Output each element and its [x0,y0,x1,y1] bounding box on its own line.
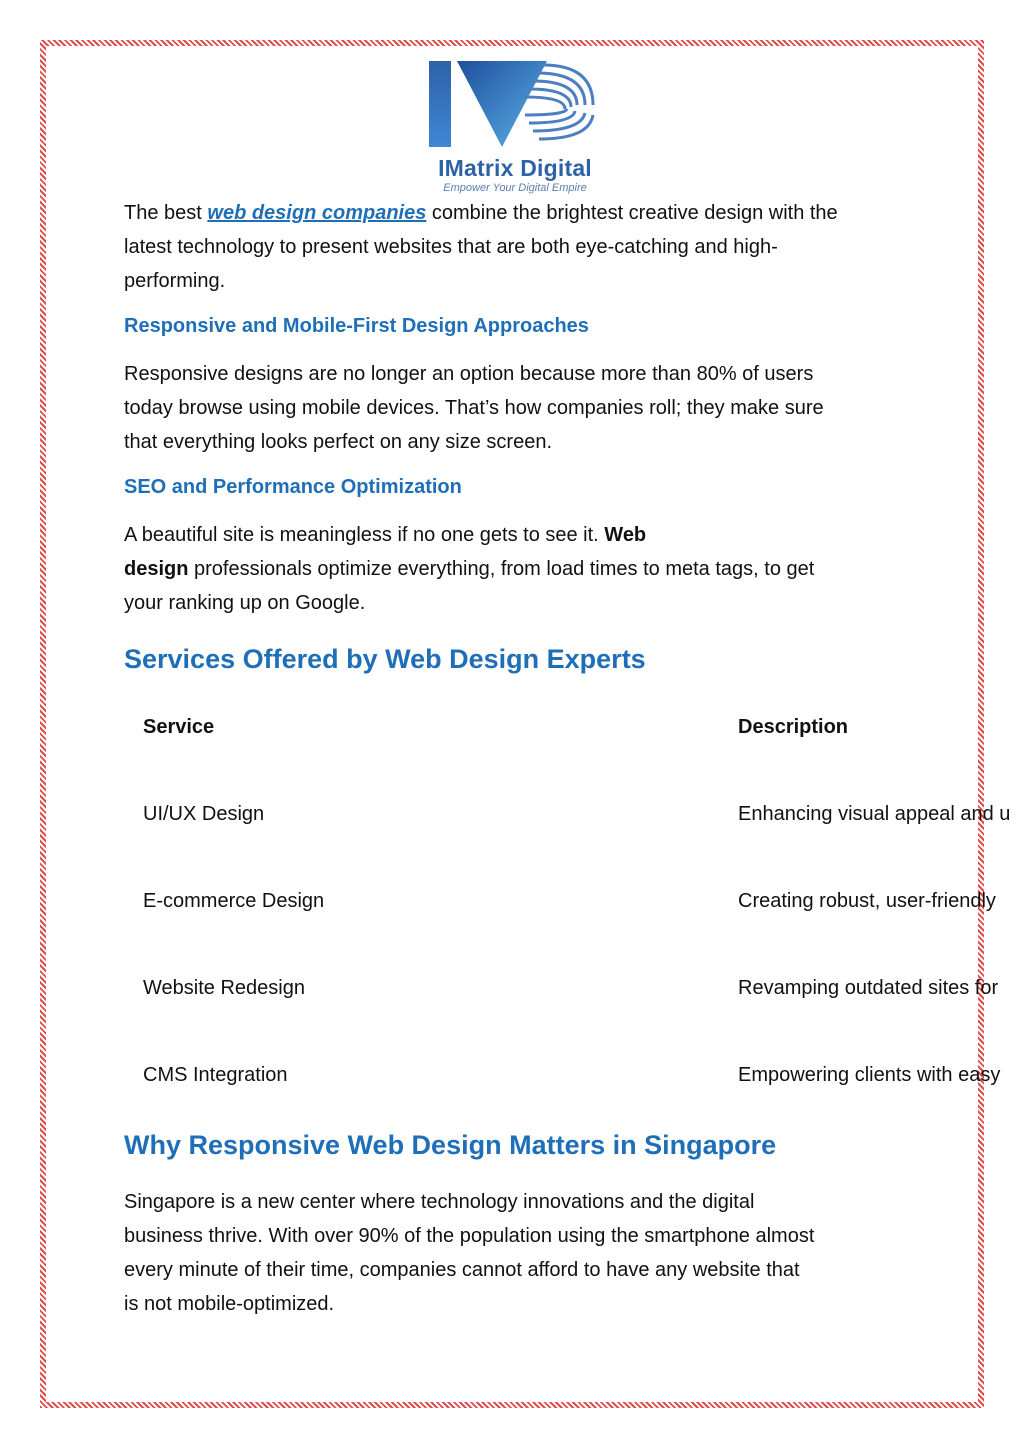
logo-tagline: Empower Your Digital Empire [443,182,587,194]
responsive-heading: Responsive and Mobile-First Design Approaches [124,315,589,337]
responsive-line3: that everything looks perfect on any size screen. [124,431,553,453]
intro-text-start: The best [124,202,208,224]
singapore-line1: Singapore is a new center where technology innovations and the digital [124,1191,755,1213]
main-content [124,196,904,675]
seo-heading: SEO and Performance Optimization [124,476,462,498]
logo-name: IMatrix Digital [438,155,592,181]
table-header-service: Service [143,716,215,738]
seo-line1: A beautiful site is meaningless if no one gets to see it. [124,524,605,546]
responsive-line1: Responsive designs are no longer an option because more than 80% of users [124,363,814,385]
description-cell: Empowering clients with easy [738,1064,1001,1086]
seo-bold-web: Web [604,524,647,546]
description-cell: Enhancing visual appeal and u [738,803,1011,825]
singapore-paragraph [124,1185,904,1321]
singapore-line2: business thrive. With over 90% of the population using the smartphone almost [124,1225,815,1247]
company-logo [425,57,605,197]
singapore-section [124,1130,904,1321]
logo-mark-icon [425,57,605,157]
responsive-line2: today browse using mobile devices. That’s how companies roll; they make sure [124,397,824,419]
service-cell: E-commerce Design [143,890,325,912]
service-cell: UI/UX Design [143,803,265,825]
intro-text-line3: performing. [124,270,226,292]
description-cell: Creating robust, user-friendly [738,890,996,912]
services-table [143,716,1024,1096]
seo-paragraph [124,518,904,620]
seo-line2: professionals optimize everything, from load times to meta tags, to get [188,558,815,580]
web-design-companies-link[interactable]: web design companies [207,202,427,224]
intro-text-line1: combine the brightest creative design with the [426,202,838,224]
seo-bold-design: design [124,558,189,580]
description-cell: Revamping outdated sites for [738,977,999,999]
seo-line3: your ranking up on Google. [124,592,366,614]
service-cell: CMS Integration [143,1064,288,1086]
responsive-paragraph [124,357,904,459]
service-cell: Website Redesign [143,977,305,999]
singapore-line3: every minute of their time, companies cannot afford to have any website that [124,1259,800,1281]
intro-paragraph [124,196,904,298]
singapore-line4: is not mobile-optimized. [124,1293,335,1315]
singapore-heading: Why Responsive Web Design Matters in Singapore [124,1130,777,1160]
intro-text-line2: latest technology to present websites that are both eye-catching and high- [124,236,778,258]
services-heading: Services Offered by Web Design Experts [124,644,646,674]
table-header-description: Description [738,716,849,738]
